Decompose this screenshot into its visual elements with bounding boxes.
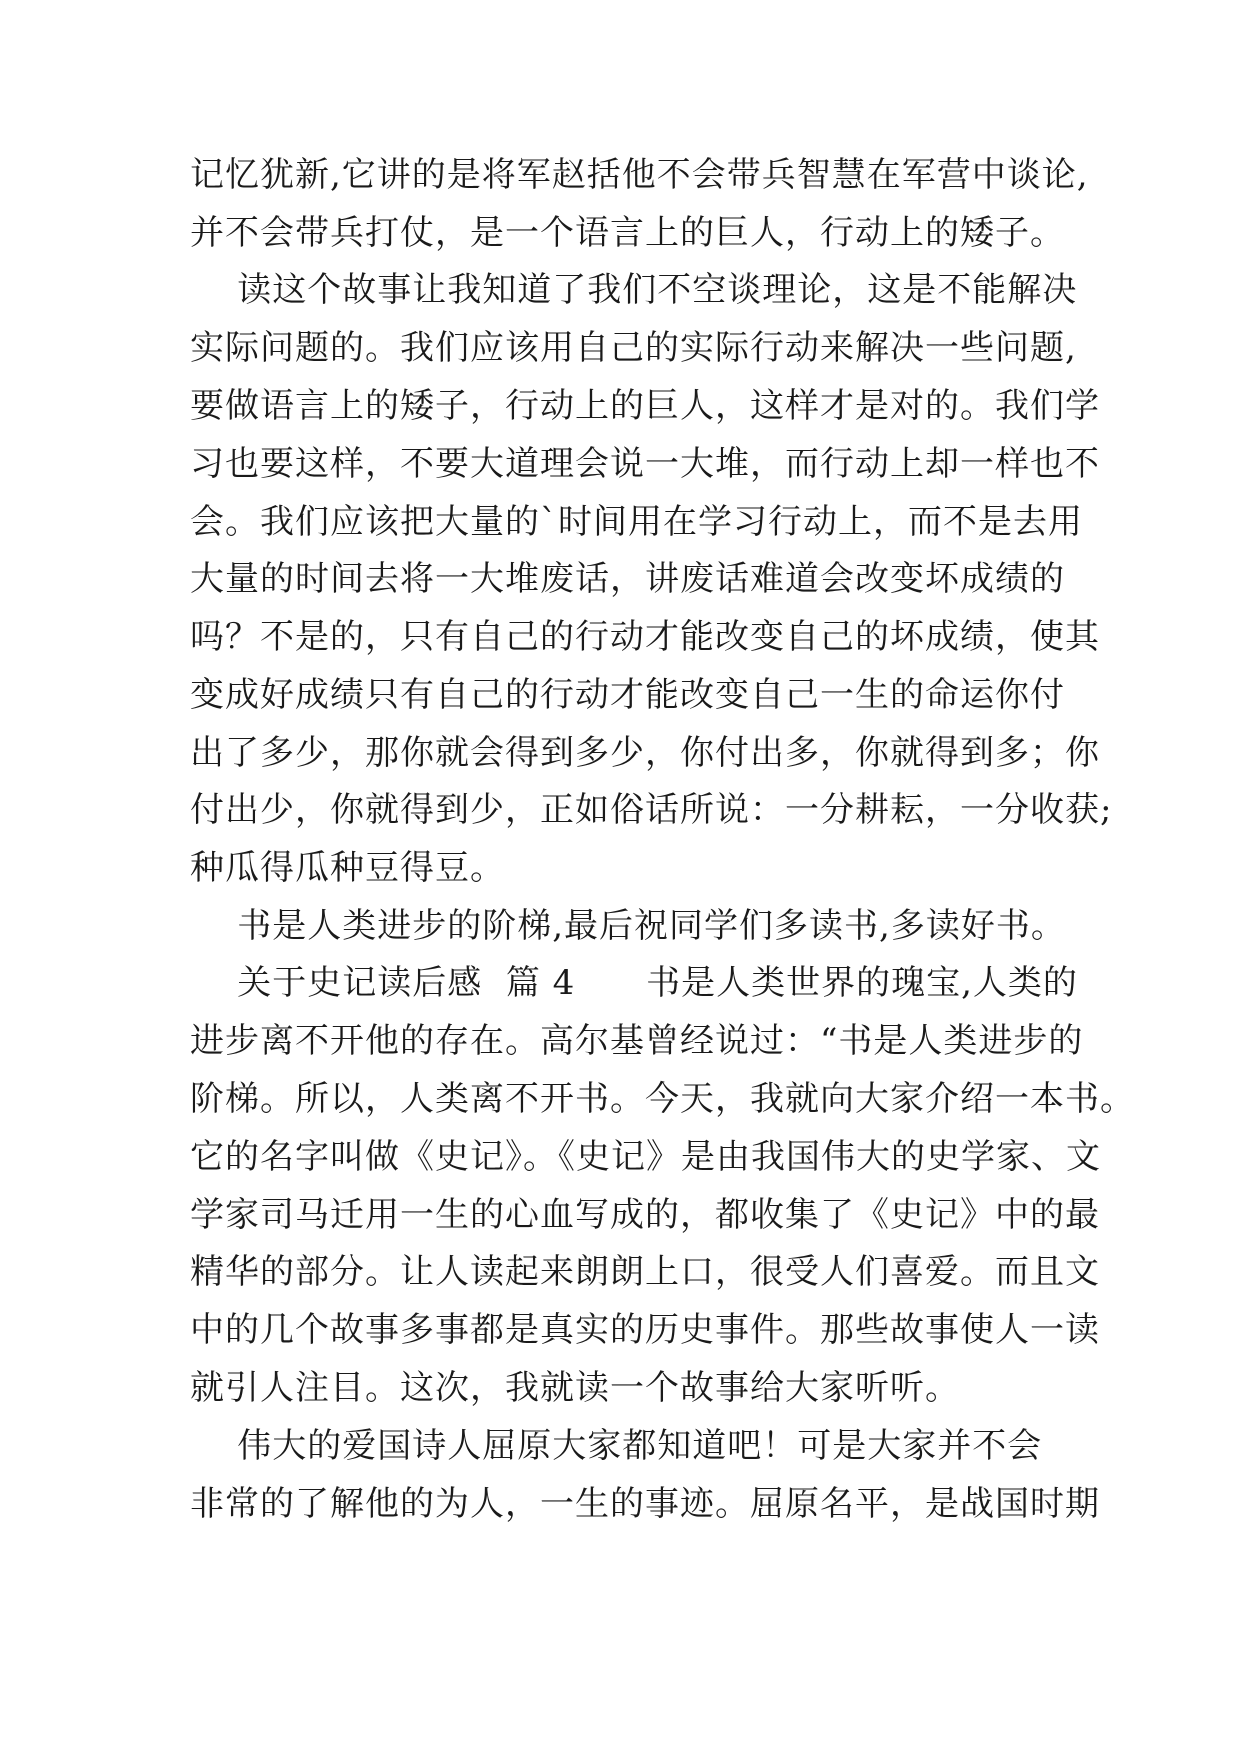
text-line: 就引人注目。这次，我就读一个故事给大家听听。: [190, 1368, 960, 1408]
text-line: 实际问题的。我们应该用自己的实际行动来解决一些问题,: [190, 328, 1077, 368]
text-line: 阶梯。所以，人类离不开书。今天，我就向大家介绍一本书。: [190, 1079, 1135, 1119]
text-line: 吗？不是的，只有自己的行动才能改变自己的坏成绩，使其: [190, 617, 1100, 657]
text-line: 进步离不开他的存在。高尔基曾经说过：“书是人类进步的: [190, 1021, 1084, 1061]
text-line: 中的几个故事多事都是真实的历史事件。那些故事使人一读: [190, 1310, 1100, 1350]
text-line: 会。我们应该把大量的`时间用在学习行动上，而不是去用: [190, 502, 1083, 542]
text-line: 伟大的爱国诗人屈原大家都知道吧！可是大家并不会: [190, 1426, 1043, 1466]
text-line: 大量的时间去将一大堆废话，讲废话难道会改变坏成绩的: [190, 559, 1065, 599]
text-line: 付出少，你就得到少，正如俗话所说：一分耕耘，一分收获;: [190, 790, 1113, 830]
text-line: 变成好成绩只有自己的行动才能改变自己一生的命运你付: [190, 675, 1065, 715]
text-line: 关于史记读后感 篇 4 书是人类世界的瑰宝,人类的: [190, 963, 1078, 1003]
text-line: 出了多少，那你就会得到多少，你付出多，你就得到多；你: [190, 733, 1100, 773]
text-line: 要做语言上的矮子，行动上的巨人，这样才是对的。我们学: [190, 386, 1100, 426]
text-line: 学家司马迁用一生的心血写成的，都收集了《史记》中的最: [190, 1195, 1100, 1235]
text-line: 种瓜得瓜种豆得豆。: [190, 848, 505, 888]
text-line: 书是人类进步的阶梯,最后祝同学们多读书,多读好书。: [190, 906, 1066, 946]
text-line: 读这个故事让我知道了我们不空谈理论，这是不能解决: [190, 270, 1078, 310]
text-line: 精华的部分。让人读起来朗朗上口，很受人们喜爱。而且文: [190, 1252, 1100, 1292]
text-line: 记忆犹新,它讲的是将军赵括他不会带兵智慧在军营中谈论,: [190, 155, 1089, 195]
text-line: 习也要这样，不要大道理会说一大堆，而行动上却一样也不: [190, 444, 1100, 484]
text-line: 它的名字叫做《史记》。《史记》是由我国伟大的史学家、文: [190, 1137, 1101, 1177]
text-line: 非常的了解他的为人，一生的事迹。屈原名平，是战国时期: [190, 1484, 1100, 1524]
text-line: 并不会带兵打仗，是一个语言上的巨人，行动上的矮子。: [190, 213, 1065, 253]
